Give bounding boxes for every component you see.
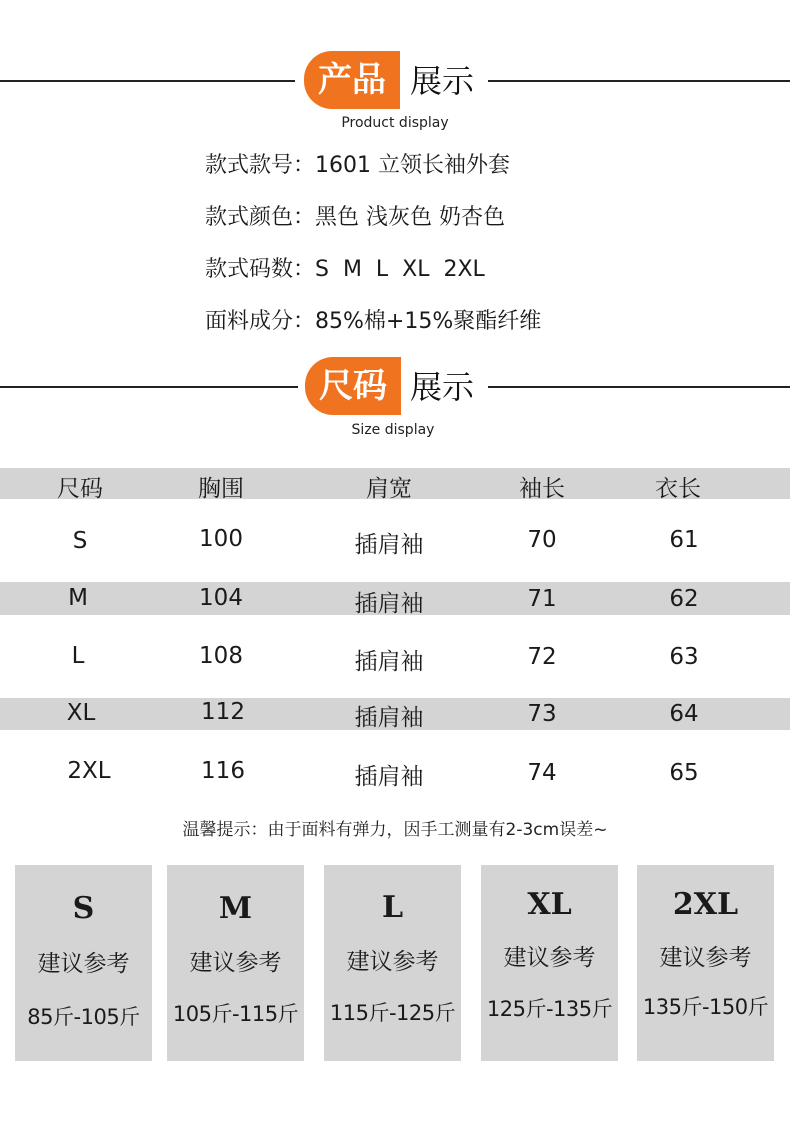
size-card-l xyxy=(324,865,461,1061)
info-style-number: 款式款号：1601 立领长袖外套 xyxy=(205,153,510,178)
card-weight: 125斤-135斤 xyxy=(486,997,613,1021)
card-weight: 85斤-105斤 xyxy=(27,1005,140,1029)
size-card-s xyxy=(15,865,152,1061)
cell-shoulder: 插肩袖 xyxy=(354,705,424,731)
product-display-header xyxy=(0,51,790,111)
cell-length: 61 xyxy=(669,527,699,553)
size-card-2xl xyxy=(637,865,774,1061)
section-subtitle: Size display xyxy=(351,422,435,438)
size-card-m xyxy=(167,865,304,1061)
cell-chest: 100 xyxy=(199,526,243,552)
divider-line xyxy=(0,386,298,388)
cell-length: 65 xyxy=(669,760,699,786)
header-length: 衣长 xyxy=(655,476,701,502)
cell-sleeve: 73 xyxy=(527,701,557,727)
cell-size: L xyxy=(71,643,85,669)
section-title: 展示 xyxy=(410,62,475,100)
table-header-row xyxy=(0,468,790,502)
table-row xyxy=(0,582,790,615)
section-badge: 产品 xyxy=(304,51,400,109)
header-chest: 胸围 xyxy=(198,476,244,502)
cell-sleeve: 74 xyxy=(527,760,557,786)
info-sizes: 款式码数：S M L XL 2XL xyxy=(205,257,485,282)
divider-line xyxy=(0,80,295,82)
cell-shoulder: 插肩袖 xyxy=(354,591,424,617)
size-table xyxy=(0,468,790,814)
section-title: 展示 xyxy=(410,368,475,406)
size-card-xl xyxy=(481,865,618,1061)
table-row xyxy=(0,499,790,582)
cell-length: 64 xyxy=(669,701,699,727)
card-size: S xyxy=(72,891,95,926)
header-shoulder: 肩宽 xyxy=(366,476,412,502)
cell-chest: 104 xyxy=(199,585,243,611)
cell-size: M xyxy=(68,585,88,611)
card-label: 建议参考 xyxy=(346,949,439,975)
header-size: 尺码 xyxy=(57,476,103,502)
header-sleeve: 袖长 xyxy=(519,476,565,502)
cell-sleeve: 72 xyxy=(527,644,557,670)
cell-size: XL xyxy=(66,700,96,726)
card-size: M xyxy=(218,891,253,926)
cell-size: 2XL xyxy=(67,758,111,784)
size-display-header xyxy=(0,357,790,417)
card-weight: 115斤-125斤 xyxy=(329,1001,456,1025)
cell-shoulder: 插肩袖 xyxy=(354,532,424,558)
divider-line xyxy=(488,386,790,388)
card-label: 建议参考 xyxy=(503,945,596,971)
cell-sleeve: 70 xyxy=(527,527,557,553)
cell-chest: 116 xyxy=(201,758,245,784)
cell-sleeve: 71 xyxy=(527,586,557,612)
cell-shoulder: 插肩袖 xyxy=(354,764,424,790)
measurement-note: 温馨提示：由于面料有弹力，因手工测量有2-3cm误差~ xyxy=(182,820,608,840)
cell-length: 63 xyxy=(669,644,699,670)
card-weight: 105斤-115斤 xyxy=(172,1002,299,1026)
divider-line xyxy=(488,80,790,82)
card-label: 建议参考 xyxy=(37,951,130,977)
cell-chest: 108 xyxy=(199,643,243,669)
card-size: L xyxy=(381,890,404,925)
card-size: XL xyxy=(527,887,572,922)
card-weight: 135斤-150斤 xyxy=(642,995,769,1019)
cell-size: S xyxy=(72,528,88,554)
card-label: 建议参考 xyxy=(659,945,752,971)
table-row xyxy=(0,730,790,814)
info-fabric: 面料成分：85%棉+15%聚酯纤维 xyxy=(205,309,542,334)
section-badge: 尺码 xyxy=(305,357,401,415)
table-row xyxy=(0,615,790,698)
cell-chest: 112 xyxy=(201,699,245,725)
cell-shoulder: 插肩袖 xyxy=(354,649,424,675)
section-subtitle: Product display xyxy=(341,115,449,131)
cell-length: 62 xyxy=(669,586,699,612)
info-colors: 款式颜色：黑色 浅灰色 奶杏色 xyxy=(205,205,505,230)
table-row xyxy=(0,698,790,730)
card-size: 2XL xyxy=(672,887,739,922)
card-label: 建议参考 xyxy=(189,950,282,976)
